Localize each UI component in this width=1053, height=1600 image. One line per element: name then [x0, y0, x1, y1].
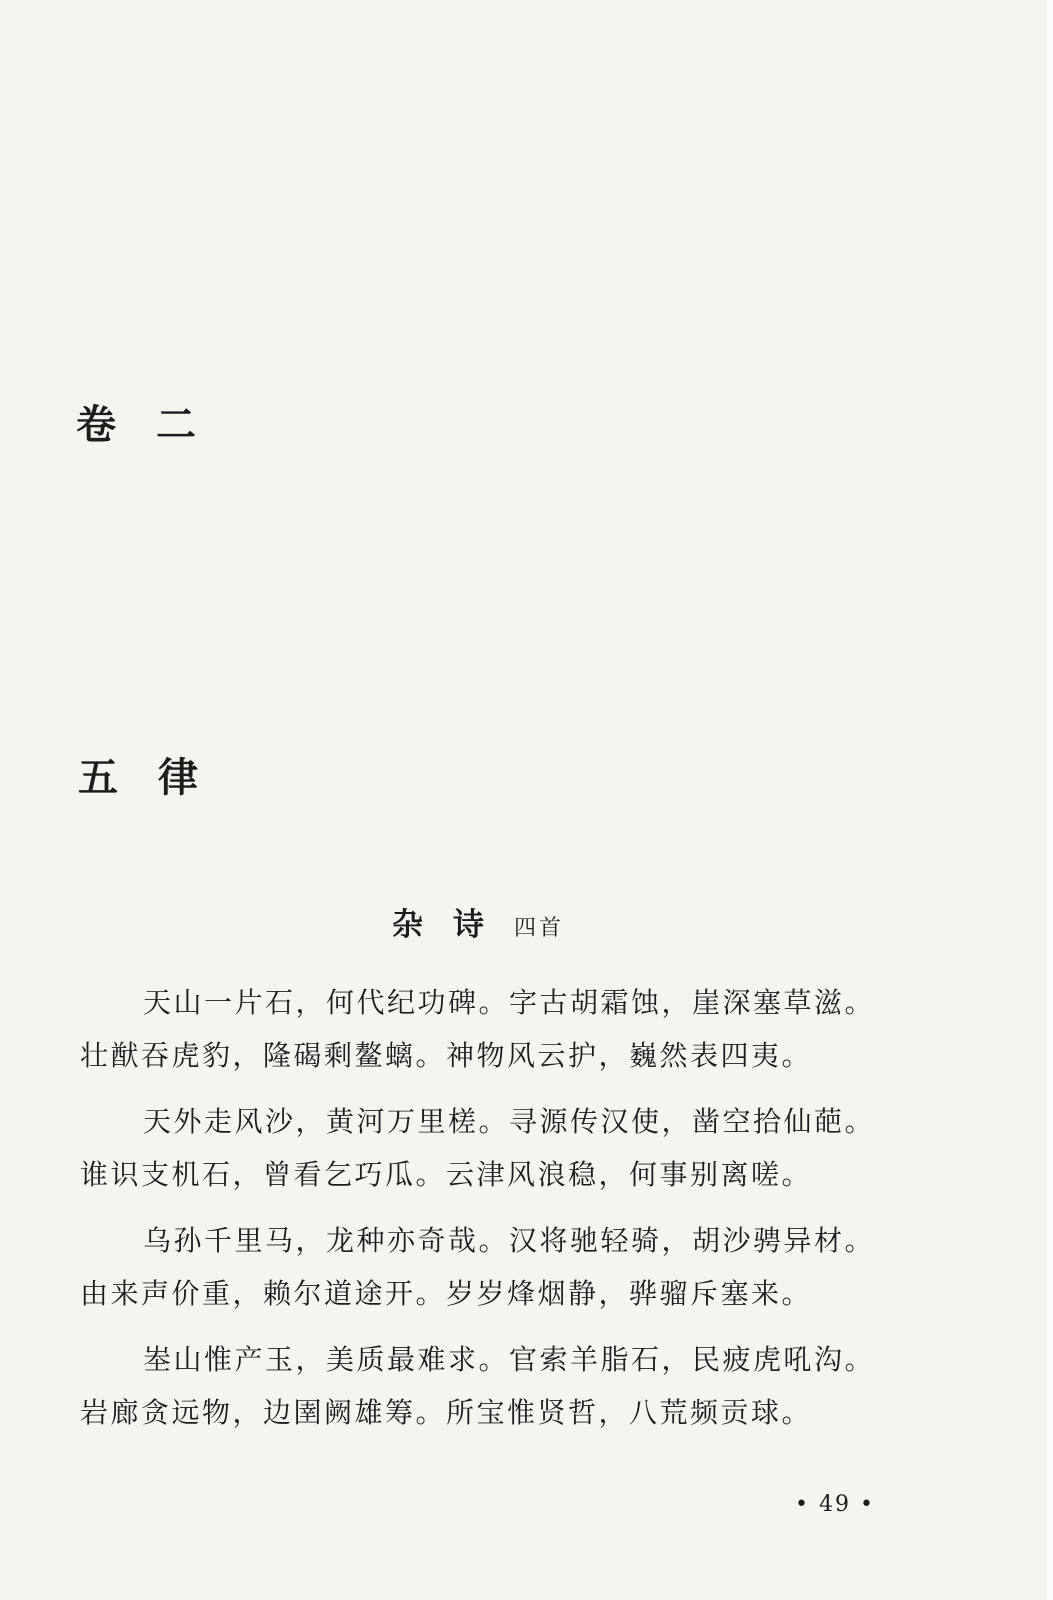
poem-1: [80, 976, 920, 1082]
volume-heading: 卷二: [76, 401, 236, 448]
section-heading: 五律: [78, 754, 238, 801]
poem-line: 乌孙千里马，龙种亦奇哉。汉将驰轻骑，胡沙骋异材。: [143, 1224, 876, 1257]
poem-title: 杂诗: [392, 907, 514, 943]
poem-line: 天外走风沙，黄河万里槎。寻源传汉使，凿空拾仙葩。: [143, 1105, 876, 1138]
poem-line: 岩廊贪远物，边圉阙雄筹。所宝惟贤哲，八荒频贡球。: [80, 1396, 813, 1429]
poem-title-row: [392, 899, 564, 944]
page-number: • 49 •: [795, 1492, 875, 1517]
poem-2: [80, 1095, 920, 1201]
poem-list: [80, 976, 920, 1452]
poem-4: [80, 1333, 920, 1439]
page-edge: [1047, 0, 1053, 1600]
poem-line: 峚山惟产玉，美质最难求。官索羊脂石，民疲虎吼沟。: [143, 1343, 876, 1376]
poem-subtitle: 四首: [514, 916, 565, 941]
poem-line: 谁识支机石，曾看乞巧瓜。云津风浪稳，何事别离嗟。: [80, 1158, 813, 1191]
poem-line: 壮猷吞虎豹，隆碣剩鳌螭。神物风云护，巍然表四夷。: [80, 1039, 813, 1072]
poem-3: [80, 1214, 920, 1320]
poem-line: 由来声价重，赖尔道途开。岁岁烽烟静，骅骝斥塞来。: [80, 1277, 813, 1310]
poem-line: 天山一片石，何代纪功碑。字古胡霜蚀，崖深塞草滋。: [143, 986, 876, 1019]
